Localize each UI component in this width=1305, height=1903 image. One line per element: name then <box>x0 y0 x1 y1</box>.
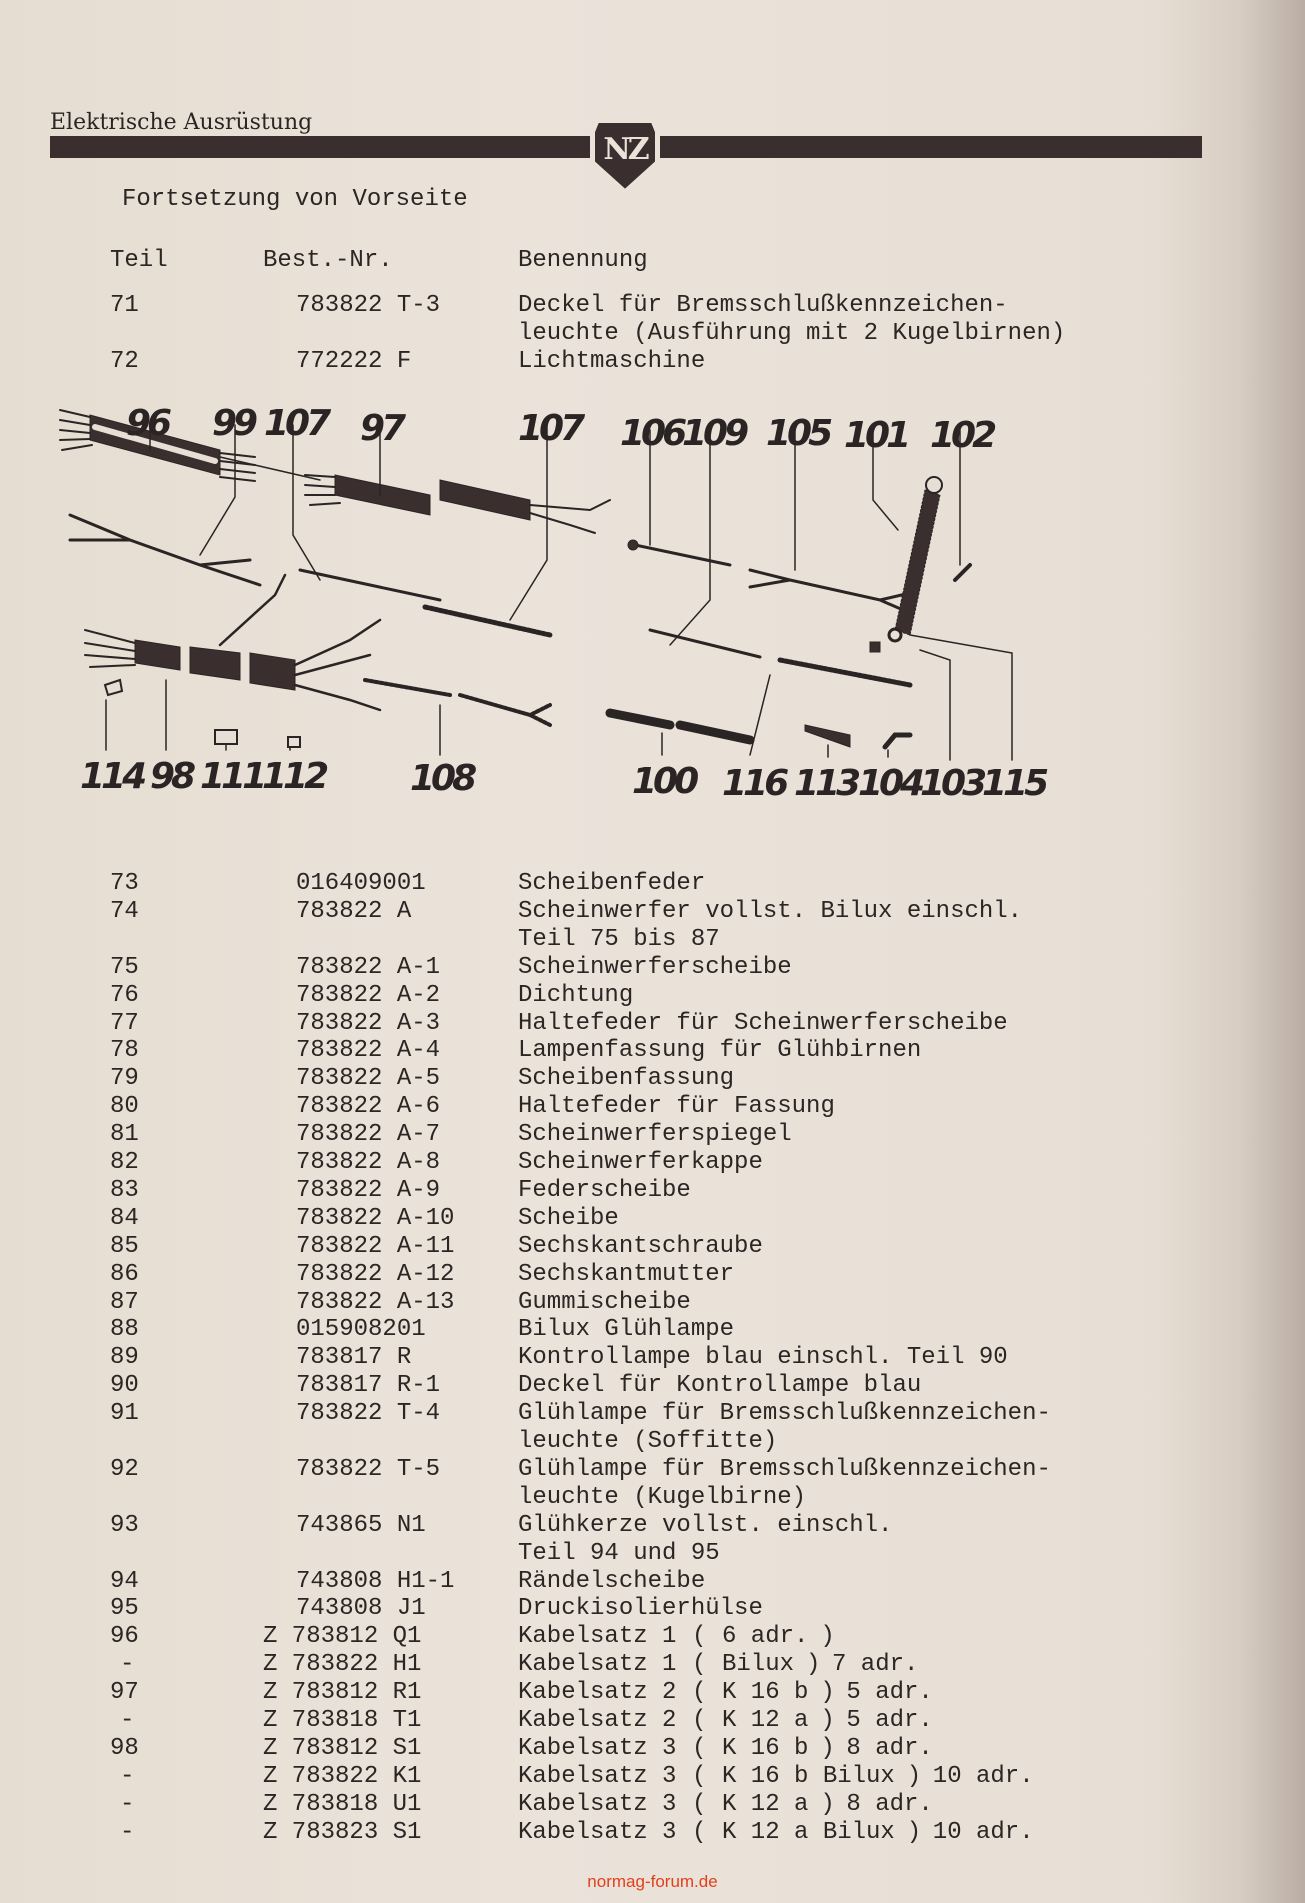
part-benennung: Deckel für Bremsschlußkennzeichen- <box>518 292 1008 319</box>
callout-102: 102 <box>930 415 994 456</box>
part-benennung: Druckisolierhülse <box>518 1595 763 1623</box>
cable-teil: - <box>120 1790 135 1818</box>
screw-102-drawing <box>955 565 970 580</box>
cable-spec: K 12 a <box>722 1707 809 1734</box>
wire-106-drawing <box>635 545 730 565</box>
cable-best-nr: Z 783818 U1 <box>263 1790 422 1818</box>
header-rule-left <box>50 136 590 158</box>
callout-101: 101 <box>844 415 908 456</box>
column-header-teil: Teil <box>110 247 168 274</box>
part-best-nr: 015908201 <box>296 1316 426 1344</box>
washer-115-icon <box>889 629 901 641</box>
cable-best-nr: Z 783818 T1 <box>263 1707 422 1734</box>
callout-115: 115 <box>982 763 1046 804</box>
cable-spec: K 16 b <box>722 1679 809 1707</box>
part-benennung: Deckel für Kontrollampe blau <box>518 1372 922 1400</box>
elbow-104-icon <box>885 735 910 747</box>
cable-100-drawing <box>610 713 750 740</box>
close-brace: ) <box>906 1818 922 1846</box>
part-teil: 95 <box>110 1595 139 1623</box>
part-best-nr: 783822 A-6 <box>296 1093 441 1121</box>
callout-112: 112 <box>262 756 326 797</box>
cable-name: Kabelsatz 2 <box>518 1679 677 1707</box>
cable-name: Kabelsatz 3 <box>518 1818 677 1846</box>
part-best-nr: 783822 A-3 <box>296 1009 441 1037</box>
part-benennung: Scheinwerferscheibe <box>518 953 792 981</box>
part-best-nr: 783822 A-5 <box>296 1065 441 1093</box>
callout-114: 114 <box>80 756 144 797</box>
part-teil: 79 <box>110 1065 139 1093</box>
part-teil: 73 <box>110 870 139 897</box>
part-benennung: Sechskantschraube <box>518 1232 763 1260</box>
close-brace: ) <box>820 1679 835 1707</box>
part-benennung: Scheinwerferkappe <box>518 1149 763 1176</box>
close-brace: ) <box>820 1623 835 1651</box>
section-title: Elektrische Ausrüstung <box>50 110 313 135</box>
cable-99-drawing <box>70 515 260 585</box>
part-teil: 92 <box>110 1455 139 1483</box>
part-teil: 83 <box>110 1176 139 1204</box>
part-benennung: Scheinwerferspiegel <box>518 1121 792 1149</box>
callout-106: 106 <box>620 413 684 454</box>
cable-spec: Bilux <box>722 1651 795 1679</box>
cable-spec: K 12 a Bilux <box>722 1818 895 1846</box>
part-teil: 71 <box>110 292 139 319</box>
cable-adr: 10 adr. <box>932 1762 1034 1790</box>
column-header-benennung: Benennung <box>518 247 648 274</box>
cable-spec: K 16 b Bilux <box>722 1762 895 1790</box>
part-teil: 81 <box>110 1121 139 1149</box>
callout-107b: 107 <box>518 408 582 449</box>
cable-best-nr: Z 783812 Q1 <box>263 1623 422 1651</box>
part-teil: 85 <box>110 1232 139 1260</box>
part-benennung: Scheibenfeder <box>518 870 706 897</box>
terminal-106-icon <box>628 540 638 550</box>
part-teil: 90 <box>110 1372 139 1400</box>
cable-adr: 7 adr. <box>832 1651 919 1679</box>
callout-105: 105 <box>766 413 830 454</box>
callout-108: 108 <box>410 758 474 799</box>
part-best-nr: 772222 F <box>296 348 412 375</box>
callout-100: 100 <box>632 761 696 802</box>
cable-teil: 98 <box>110 1734 139 1762</box>
cable-teil: 96 <box>110 1623 139 1651</box>
part-benennung-cont: Teil 94 und 95 <box>518 1539 720 1567</box>
part-teil: 89 <box>110 1344 139 1372</box>
close-brace: ) <box>820 1734 835 1762</box>
close-brace: ) <box>806 1651 821 1679</box>
cable-name: Kabelsatz 1 <box>518 1651 677 1679</box>
part-teil: 74 <box>110 897 139 925</box>
callout-98: 98 <box>150 756 193 797</box>
open-brace: ( <box>692 1651 707 1679</box>
part-benennung: Gummischeibe <box>518 1288 691 1316</box>
part-best-nr: 783822 A-8 <box>296 1149 441 1176</box>
column-header-best-nr: Best.-Nr. <box>263 247 393 274</box>
part-benennung: Sechskantmutter <box>518 1260 735 1288</box>
logo-text: NZ <box>603 132 647 167</box>
cable-set-98-drawing <box>85 575 380 710</box>
part-teil: 88 <box>110 1316 139 1344</box>
callout-113: 113 <box>794 763 858 804</box>
part-teil: 78 <box>110 1037 139 1065</box>
part-best-nr: 783822 A-12 <box>296 1260 455 1288</box>
cable-adr: 10 adr. <box>932 1818 1034 1846</box>
cable-name: Kabelsatz 3 <box>518 1734 677 1762</box>
part-benennung: Federscheibe <box>518 1176 691 1204</box>
wire-105-drawing <box>750 570 910 613</box>
part-best-nr: 783822 A-11 <box>296 1232 455 1260</box>
part-best-nr: 743808 H1-1 <box>296 1567 455 1595</box>
sleeve-113-icon <box>805 725 850 747</box>
part-best-nr: 783822 A-13 <box>296 1288 455 1316</box>
part-teil: 80 <box>110 1093 139 1121</box>
part-benennung: Rändelscheibe <box>518 1567 706 1595</box>
part-benennung: Glühkerze vollst. einschl. <box>518 1511 893 1539</box>
cable-adr: 8 adr. <box>846 1734 933 1762</box>
part-benennung: Kontrollampe blau einschl. Teil 90 <box>518 1344 1008 1372</box>
part-teil: 77 <box>110 1009 139 1037</box>
cable-best-nr: Z 783812 R1 <box>263 1679 422 1707</box>
part-benennung: Glühlampe für Bremsschlußkennzeichen- <box>518 1455 1051 1483</box>
part-benennung: Scheibe <box>518 1204 619 1232</box>
callout-107: 107 <box>264 403 328 444</box>
cable-name: Kabelsatz 1 <box>518 1623 677 1651</box>
part-best-nr: 783822 T-3 <box>296 292 441 319</box>
cable-spec: K 16 b <box>722 1734 809 1762</box>
clip-114-icon <box>105 680 122 695</box>
braided-wire-108-drawing <box>365 680 550 725</box>
callout-97: 97 <box>360 408 403 449</box>
part-best-nr: 743865 N1 <box>296 1511 426 1539</box>
wire-107-drawing <box>300 570 440 600</box>
cable-name: Kabelsatz 3 <box>518 1790 677 1818</box>
part-teil: 86 <box>110 1260 139 1288</box>
cable-teil: - <box>120 1707 135 1734</box>
part-benennung-cont: leuchte (Ausführung mit 2 Kugelbirnen) <box>518 320 1066 347</box>
part-teil: 75 <box>110 953 139 981</box>
part-best-nr: 783822 T-4 <box>296 1400 441 1428</box>
callout-103: 103 <box>920 763 984 804</box>
callout-116: 116 <box>722 763 786 804</box>
part-benennung-cont: leuchte (Soffitte) <box>518 1428 778 1455</box>
open-brace: ( <box>692 1818 707 1846</box>
open-brace: ( <box>692 1790 707 1818</box>
part-benennung: Scheinwerfer vollst. Bilux einschl. <box>518 897 1023 925</box>
part-best-nr: 783822 A-7 <box>296 1121 441 1149</box>
cable-best-nr: Z 783822 K1 <box>263 1762 422 1790</box>
part-benennung: Lichtmaschine <box>518 348 706 375</box>
part-teil: 93 <box>110 1511 139 1539</box>
header-rule-right <box>660 136 1202 158</box>
terminal-block-111-icon <box>215 730 237 744</box>
close-brace: ) <box>820 1707 835 1734</box>
part-benennung: Dichtung <box>518 981 634 1009</box>
part-best-nr: 016409001 <box>296 870 426 897</box>
cable-set-97-drawing <box>305 475 610 533</box>
braided-wire-116-drawing <box>780 660 910 685</box>
exploded-parts-diagram <box>50 395 1250 855</box>
part-best-nr: 783822 A-1 <box>296 953 441 981</box>
part-benennung-cont: leuchte (Kugelbirne) <box>518 1483 807 1511</box>
open-brace: ( <box>692 1762 707 1790</box>
callout-109: 109 <box>682 413 746 454</box>
cable-spec: 6 adr. <box>722 1623 809 1651</box>
part-benennung: Haltefeder für Scheinwerferscheibe <box>518 1009 1008 1037</box>
terminal-block-112-icon <box>288 737 300 747</box>
cable-teil: - <box>120 1818 135 1846</box>
part-teil: 84 <box>110 1204 139 1232</box>
cable-teil: - <box>120 1762 135 1790</box>
part-benennung: Glühlampe für Bremsschlußkennzeichen- <box>518 1400 1051 1428</box>
open-brace: ( <box>692 1734 707 1762</box>
cable-best-nr: Z 783812 S1 <box>263 1734 422 1762</box>
part-best-nr: 783822 A-9 <box>296 1176 441 1204</box>
part-benennung: Scheibenfassung <box>518 1065 735 1093</box>
part-best-nr: 783822 A-10 <box>296 1204 455 1232</box>
part-teil: 91 <box>110 1400 139 1428</box>
part-best-nr: 783822 T-5 <box>296 1455 441 1483</box>
watermark-link[interactable]: normag-forum.de <box>587 1872 718 1891</box>
callouts-bottom <box>80 756 1048 804</box>
cable-adr: 8 adr. <box>846 1790 933 1818</box>
nut-103-icon <box>870 642 880 652</box>
part-benennung: Haltefeder für Fassung <box>518 1093 835 1121</box>
cable-best-nr: Z 783822 H1 <box>263 1651 422 1679</box>
continuation-note: Fortsetzung von Vorseite <box>122 186 468 213</box>
braided-wire-107-drawing <box>425 607 550 635</box>
part-benennung: Lampenfassung für Glühbirnen <box>518 1037 922 1065</box>
callout-111: 111 <box>200 756 264 797</box>
part-best-nr: 783822 A-4 <box>296 1037 441 1065</box>
cable-spec: K 12 a <box>722 1790 809 1818</box>
open-brace: ( <box>692 1623 707 1651</box>
wire-109-drawing <box>650 630 760 657</box>
cable-teil: 97 <box>110 1679 139 1707</box>
part-benennung: Bilux Glühlampe <box>518 1316 735 1344</box>
callout-99: 99 <box>212 403 255 444</box>
part-best-nr: 783817 R <box>296 1344 412 1372</box>
part-teil: 94 <box>110 1567 139 1595</box>
callouts-top <box>126 403 996 456</box>
part-best-nr: 783822 A <box>296 897 412 925</box>
part-benennung-cont: Teil 75 bis 87 <box>518 925 720 953</box>
close-brace: ) <box>820 1790 835 1818</box>
part-teil: 72 <box>110 348 139 375</box>
open-brace: ( <box>692 1679 707 1707</box>
callout-96: 96 <box>126 403 169 444</box>
nz-logo <box>590 118 660 192</box>
cable-adr: 5 adr. <box>846 1707 933 1734</box>
part-best-nr: 743808 J1 <box>296 1595 426 1623</box>
cable-best-nr: Z 783823 S1 <box>263 1818 422 1846</box>
cable-adr: 5 adr. <box>846 1679 933 1707</box>
part-best-nr: 783817 R-1 <box>296 1372 441 1400</box>
cable-name: Kabelsatz 2 <box>518 1707 677 1734</box>
part-teil: 82 <box>110 1149 139 1176</box>
open-brace: ( <box>692 1707 707 1734</box>
cable-name: Kabelsatz 3 <box>518 1762 677 1790</box>
cable-teil: - <box>120 1651 135 1679</box>
part-teil: 87 <box>110 1288 139 1316</box>
part-best-nr: 783822 A-2 <box>296 981 441 1009</box>
close-brace: ) <box>906 1762 922 1790</box>
ground-strap-101-drawing <box>895 477 942 635</box>
callout-104: 104 <box>858 763 922 804</box>
part-teil: 76 <box>110 981 139 1009</box>
